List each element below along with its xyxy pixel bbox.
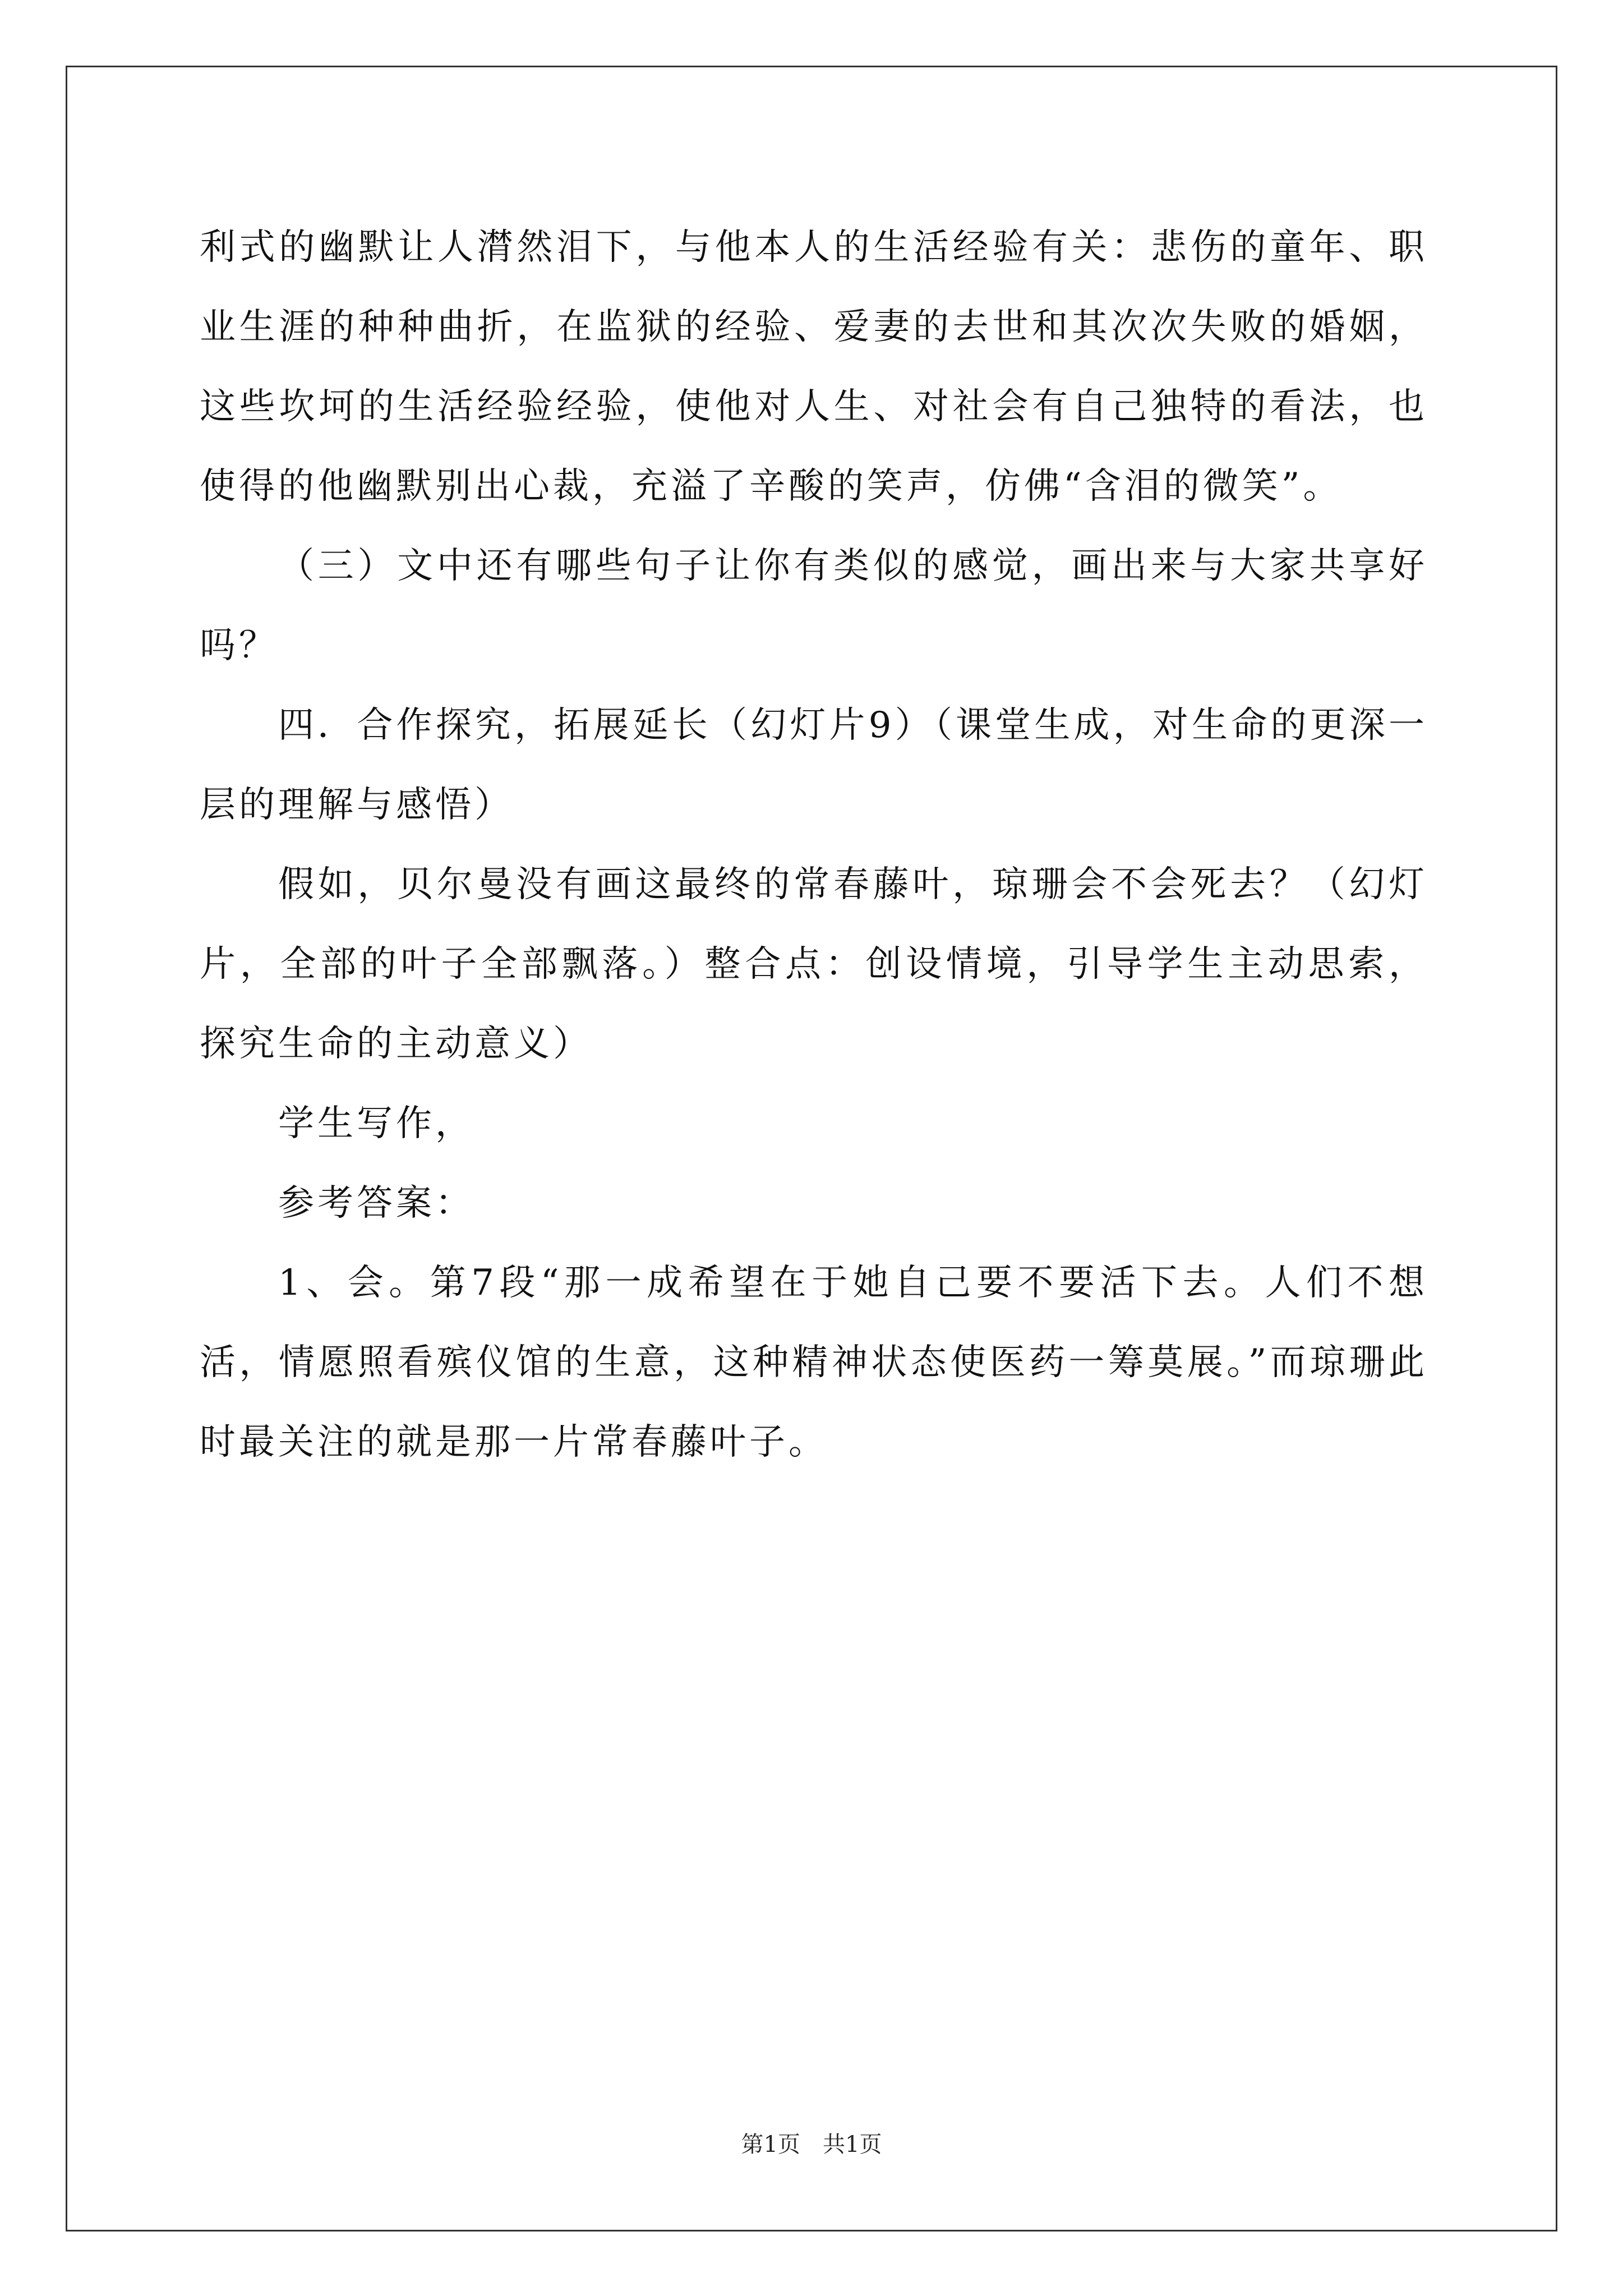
paragraph-1: 利式的幽默让人潸然泪下，与他本人的生活经验有关：悲伤的童年、职业生涯的种种曲折，在监狱的经验、爱妻的去世和其次次失败的婚姻，这些坎坷的生活经验经验，使他对人生、对社会有自己独特的看法，也使得的他幽默别出心裁，充溢了辛酸的笑声，仿佛“含泪的微笑”。 (200, 227, 1428, 507)
paragraph-7: 1、会。第7段“那一成希望在于她自己要不要活下去。人们不想活，情愿照看殡仪馆的生意，这种精神状态使医药一筹莫展。”而琼珊此时最关注的就是那一片常春藤叶子。 (200, 1262, 1428, 1463)
paragraph-3: 四．合作探究，拓展延长（幻灯片9）（课堂生成，对生命的更深一层的理解与感悟） (200, 705, 1428, 826)
paragraph-4: 假如，贝尔曼没有画这最终的常春藤叶，琼珊会不会死去？（幻灯片，全部的叶子全部飘落。）整合点：创设情境，引导学生主动思索，探究生命的主动意义） (200, 864, 1428, 1065)
paragraph-6: 参考答案： (278, 1182, 474, 1224)
paragraph-2: （三）文中还有哪些句子让你有类似的感觉，画出来与大家共享好吗？ (200, 545, 1428, 666)
paragraph-5: 学生写作， (278, 1103, 474, 1144)
document-body (200, 208, 1428, 1482)
page-footer: 第1页 共1页 (741, 2132, 882, 2157)
